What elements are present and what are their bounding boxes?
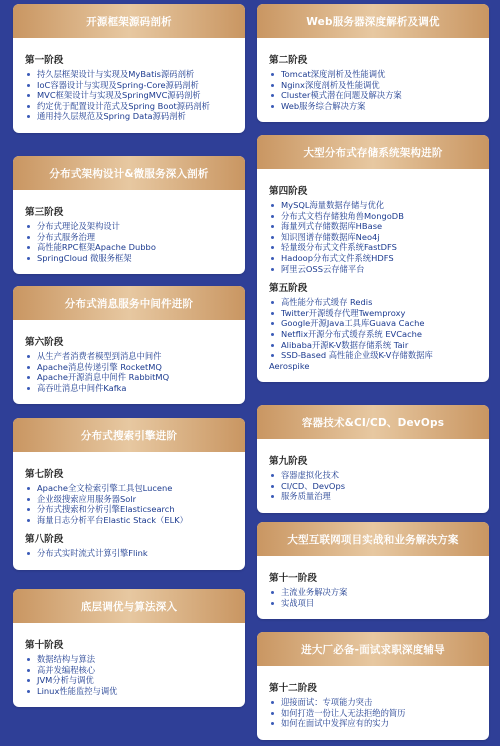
list-item: SpringCloud 微服务框架 <box>25 253 235 264</box>
list-item: 数据结构与算法 <box>25 654 235 665</box>
card-title: 容器技术&CI/CD、DevOps <box>257 405 489 439</box>
list-item: 轻量级分布式文件系统FastDFS <box>269 242 479 253</box>
list-item: 海量日志分析平台Elastic Stack（ELK） <box>25 515 235 526</box>
stage-title: 第四阶段 <box>269 186 308 197</box>
stage-title: 第二阶段 <box>269 55 308 66</box>
list-item: Tomcat深度剖析及性能调优 <box>269 69 479 80</box>
stage-title: 第七阶段 <box>25 469 64 480</box>
list-item: 分布式服务治理 <box>25 232 235 243</box>
list-item: 企业级搜索应用服务器Solr <box>25 494 235 505</box>
list-item: 服务质量治理 <box>269 491 479 502</box>
list-item: 从生产者消费者模型到消息中间件 <box>25 351 235 362</box>
list-item: Google开源Java工具库Guava Cache <box>269 318 479 329</box>
list-item: 持久层框架设计与实现及MyBatis源码剖析 <box>25 69 235 80</box>
course-card-tuning-algorithms <box>13 589 245 707</box>
list-item: 容器虚拟化技术 <box>269 470 479 481</box>
list-item: 如何在面试中发挥应有的实力 <box>269 718 479 729</box>
card-title: 分布式消息服务中间件进阶 <box>13 286 245 320</box>
list-item: IoC容器设计与实现及Spring-Core源码剖析 <box>25 80 235 91</box>
stage-title: 第十一阶段 <box>269 573 317 584</box>
stage-title: 第十二阶段 <box>269 683 317 694</box>
stage-item-list <box>25 351 235 393</box>
list-item: Apache全文检索引擎工具包Lucene <box>25 483 235 494</box>
course-card-distributed-architecture <box>13 156 245 274</box>
card-title: Web服务器深度解析及调优 <box>257 4 489 38</box>
stage-item-list <box>25 654 235 696</box>
card-title: 进大厂必备-面试求职深度辅导 <box>257 632 489 666</box>
list-item: 通用持久层规范及Spring Data源码剖析 <box>25 111 235 122</box>
course-card-message-middleware <box>13 286 245 404</box>
stage-item-list <box>25 221 235 263</box>
list-item: 高性能分布式缓存 Redis <box>269 297 479 308</box>
list-item: 实战项目 <box>269 598 479 609</box>
list-item: Twitter开源缓存代理Twemproxy <box>269 308 479 319</box>
list-item: 阿里云OSS云存储平台 <box>269 264 479 275</box>
card-title: 分布式架构设计&微服务深入剖析 <box>13 156 245 190</box>
list-item: 迎接面试：专项能力突击 <box>269 697 479 708</box>
list-item: Nginx深度剖析及性能调优 <box>269 80 479 91</box>
stage-item-list <box>269 200 479 274</box>
stage-item-list <box>269 587 479 608</box>
stage-title: 第八阶段 <box>25 534 64 546</box>
list-item: 高并发编程核心 <box>25 665 235 676</box>
list-item: 海量列式存储数据库HBase <box>269 221 479 232</box>
course-card-container-devops <box>257 405 489 513</box>
list-item: 如何打造一份让人无法拒绝的简历 <box>269 708 479 719</box>
stage-title: 第五阶段 <box>269 283 308 295</box>
list-item: 分布式理论及架构设计 <box>25 221 235 232</box>
list-item: SSD-Based 高性能企业级K-V存储数据库 <box>269 350 479 361</box>
stage-item-list <box>25 548 235 559</box>
course-card-project-practice <box>257 522 489 619</box>
list-item: MVC框架设计与实现及SpringMVC源码剖析 <box>25 90 235 101</box>
list-item: 分布式实时流式计算引擎Flink <box>25 548 235 559</box>
card-title: 分布式搜索引擎进阶 <box>13 418 245 452</box>
list-item: Web服务综合解决方案 <box>269 101 479 112</box>
list-item: Apache开源消息中间件 RabbitMQ <box>25 372 235 383</box>
list-item: JVM分析与调优 <box>25 675 235 686</box>
list-item: 分布式文档存储独角兽MongoDB <box>269 211 479 222</box>
list-item: Aerospike <box>269 360 310 371</box>
card-title: 底层调优与算法深入 <box>13 589 245 623</box>
course-card-source-code <box>13 4 245 133</box>
course-card-interview-coaching <box>257 632 489 740</box>
list-item: Alibaba开源K-V数据存储系统 Tair <box>269 340 479 351</box>
stage-title: 第一阶段 <box>25 55 64 66</box>
course-card-web-server <box>257 4 489 122</box>
list-item: Apache消息传递引擎 RocketMQ <box>25 362 235 373</box>
stage-item-list <box>25 483 235 525</box>
stage-item-list <box>269 69 479 111</box>
list-item: 约定优于配置设计范式及Spring Boot源码剖析 <box>25 101 235 112</box>
list-item: 高性能RPC框架Apache Dubbo <box>25 242 235 253</box>
stage-title: 第六阶段 <box>25 337 64 348</box>
list-item: Hadoop分布式文件系统HDFS <box>269 253 479 264</box>
stage-item-list <box>269 697 479 729</box>
stage-title: 第十阶段 <box>25 640 64 651</box>
stage-title: 第九阶段 <box>269 456 308 467</box>
course-card-search-engine <box>13 418 245 570</box>
list-item: 高吞吐消息中间件Kafka <box>25 383 235 394</box>
card-title: 开源框架源码剖析 <box>13 4 245 38</box>
list-item: 知识图谱存储数据库Neo4j <box>269 232 479 243</box>
card-title: 大型分布式存储系统架构进阶 <box>257 135 489 169</box>
list-item: 主流业务解决方案 <box>269 587 479 598</box>
stage-title: 第三阶段 <box>25 207 64 218</box>
stage-item-list <box>25 69 235 122</box>
card-title: 大型互联网项目实战和业务解决方案 <box>257 522 489 556</box>
list-item: MySQL海量数据存储与优化 <box>269 200 479 211</box>
course-card-distributed-storage <box>257 135 489 382</box>
list-item: 分布式搜索和分析引擎Elasticsearch <box>25 504 235 515</box>
stage-item-list <box>269 297 479 371</box>
list-item: Linux性能监控与调优 <box>25 686 235 697</box>
list-item: Netflix开源分布式缓存系统 EVCache <box>269 329 479 340</box>
list-item: CI/CD、DevOps <box>269 481 479 492</box>
stage-item-list <box>269 470 479 502</box>
list-item: Cluster模式潜在问题及解决方案 <box>269 90 479 101</box>
